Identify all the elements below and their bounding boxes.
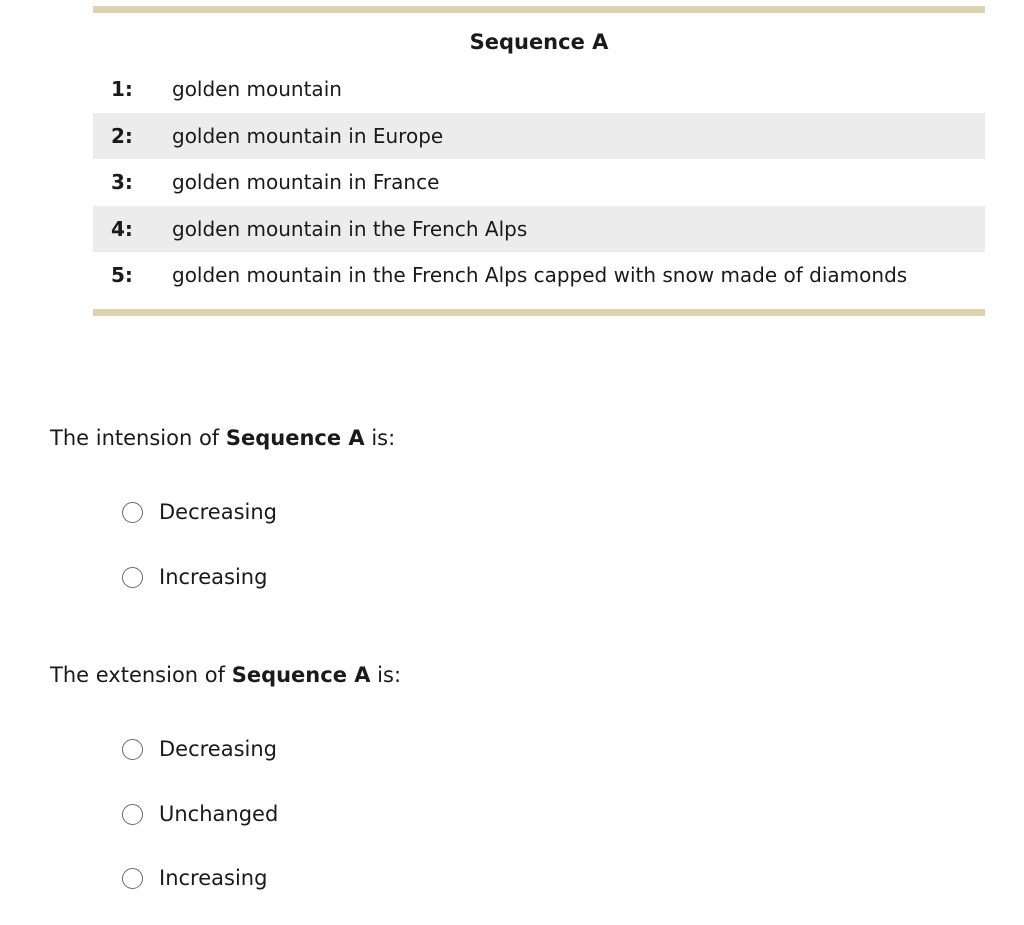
radio-button[interactable] [122, 868, 143, 889]
row-number: 5: [111, 263, 133, 288]
question-sequence-name: Sequence A [225, 426, 365, 450]
option-label: Decreasing [159, 737, 278, 761]
sequence-row-2 [93, 113, 985, 160]
sequence-row-4 [93, 206, 985, 253]
row-text: golden mountain in the French Alps [172, 216, 528, 241]
extension-option-increasing[interactable] [122, 866, 267, 890]
radio-button[interactable] [122, 739, 143, 760]
question-suffix: is: [370, 663, 402, 687]
row-text: golden mountain in France [172, 170, 440, 195]
option-label: Increasing [159, 565, 268, 589]
option-label: Unchanged [159, 802, 279, 826]
radio-button[interactable] [122, 567, 143, 588]
question-prefix: The extension of [50, 663, 232, 687]
extension-option-unchanged[interactable] [122, 802, 278, 826]
sequence-row-5 [93, 252, 985, 299]
option-label: Increasing [159, 866, 268, 890]
radio-button[interactable] [122, 502, 143, 523]
bottom-rule [93, 309, 985, 316]
row-text: golden mountain [172, 77, 342, 102]
question-sequence-name: Sequence A [231, 663, 371, 687]
sequence-table [93, 66, 985, 299]
sequence-panel [93, 6, 985, 318]
intension-question [50, 426, 395, 450]
intension-option-decreasing[interactable] [122, 500, 277, 524]
row-number: 4: [111, 216, 133, 241]
question-suffix: is: [364, 426, 396, 450]
sequence-title: Sequence A [469, 30, 609, 54]
row-number: 1: [111, 77, 133, 102]
row-number: 2: [111, 123, 133, 148]
extension-question [50, 663, 401, 687]
sequence-row-1 [93, 66, 985, 113]
option-label: Decreasing [159, 500, 278, 524]
question-prefix: The intension of [50, 426, 226, 450]
radio-button[interactable] [122, 804, 143, 825]
row-text: golden mountain in Europe [172, 123, 444, 148]
top-rule [93, 6, 985, 13]
row-text: golden mountain in the French Alps capped with snow made of diamonds [172, 263, 908, 288]
extension-option-decreasing[interactable] [122, 737, 277, 761]
row-number: 3: [111, 170, 133, 195]
sequence-row-3 [93, 159, 985, 206]
intension-option-increasing[interactable] [122, 565, 267, 589]
